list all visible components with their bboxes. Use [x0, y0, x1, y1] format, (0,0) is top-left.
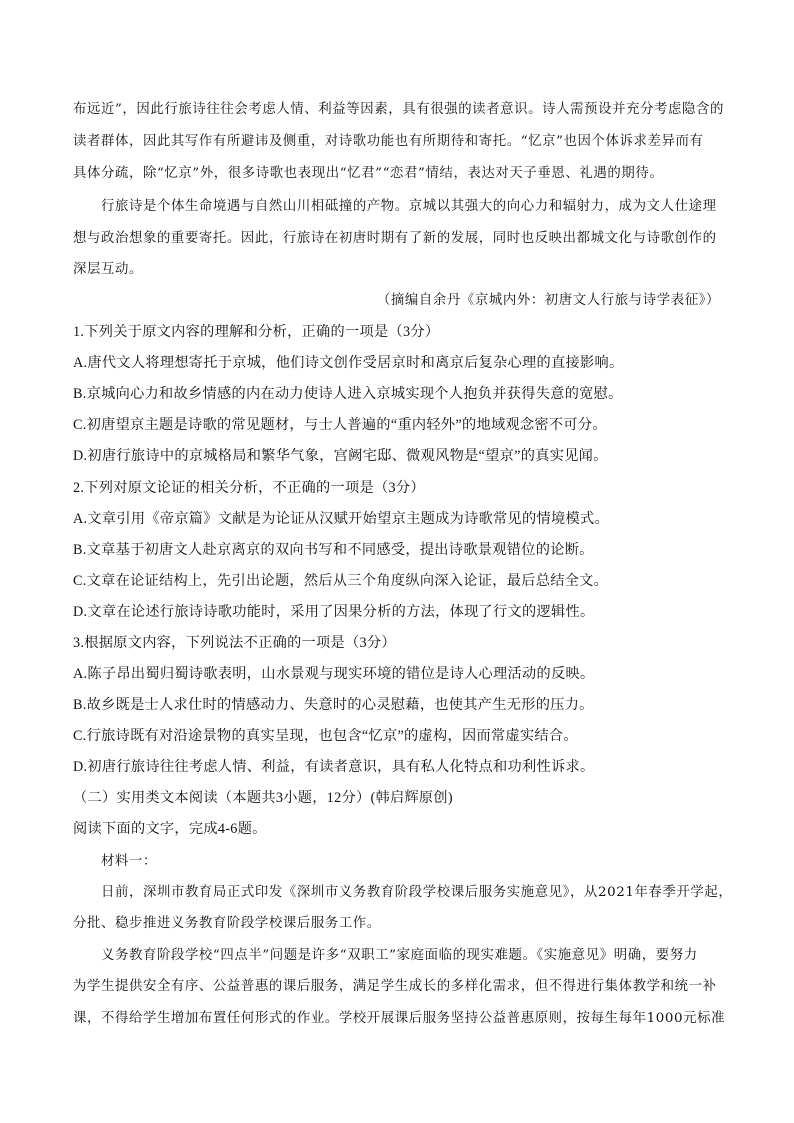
answer-option: B.京城向心力和故乡情感的内在动力使诗人进入京城实现个人抱负并获得失意的宽慰。	[73, 386, 623, 402]
passage-line: 具体分疏，除“忆京”外，很多诗歌也表现出“忆君”“恋君”情结，表达对天子垂恩、礼遇的期待。	[73, 166, 664, 181]
source-citation: （摘编自余丹《京城内外：初唐文人行旅与诗学表征》）	[376, 293, 720, 308]
answer-option: C.文章在论证结构上，先引出论题，然后从三个角度纵向深入论证，最后总结全文。	[73, 573, 609, 589]
material-label: 材料一：	[101, 854, 157, 869]
section-instruction: 阅读下面的文字，完成4-6题。	[73, 821, 267, 837]
material-line: 分批、稳步推进义务教育阶段学校课后服务工作。	[73, 916, 381, 931]
answer-option: D.初唐行旅诗往往考虑人情、利益，有读者意识，具有私人化特点和功利性诉求。	[73, 759, 595, 775]
answer-option: B.文章基于初唐文人赴京离京的双向书写和不同感受，提出诗歌景观错位的论断。	[73, 542, 594, 558]
passage-line: 深层互动。	[73, 262, 143, 277]
material-line: 义务教育阶段学校“四点半”问题是许多“双职工”家庭面临的现实难题。《实施意见》明确，要努力	[101, 948, 698, 963]
answer-option: A.文章引用《帝京篇》文献是为论证从汉赋开始望京主题成为诗歌常见的情境模式。	[73, 511, 609, 527]
answer-option: C.行旅诗既有对沿途景物的真实呈现，也包含“忆京”的虚构，因而常虚实结合。	[73, 728, 578, 744]
material-line: 日前，深圳市教育局正式印发《深圳市义务教育阶段学校课后服务实施意见》，从2021年春季开学起，	[101, 885, 733, 900]
question-stem: 3.根据原文内容，下列说法不正确的一项是（3分）	[73, 635, 396, 651]
material-line: 为学生提供安全有序、公益普惠的课后服务，满足学生成长的多样化需求，但不得进行集体教学和统一补	[73, 979, 717, 994]
passage-line: 想与政治想象的重要寄托。因此，行旅诗在初唐时期有了新的发展，同时也反映出都城文化与诗歌创作的	[73, 231, 717, 246]
answer-option: A.陈子昂出蜀归蜀诗歌表明，山水景观与现实环境的错位是诗人心理活动的反映。	[73, 666, 595, 682]
passage-line: 布远近”，因此行旅诗往往会考虑人情、利益等因素，具有很强的读者意识。诗人需预设并充分考虑隐含的	[73, 102, 725, 117]
section-heading: （二）实用类文本阅读（本题共3小题，12分）(韩启辉原创)	[73, 790, 453, 806]
answer-option: A.唐代文人将理想寄托于京城，他们诗文创作受居京时和离京后复杂心理的直接影响。	[73, 355, 624, 371]
passage-line: 行旅诗是个体生命境遇与自然山川相砥撞的产物。京城以其强大的向心力和辐射力，成为文人仕途理	[101, 199, 717, 214]
answer-option: C.初唐望京主题是诗歌的常见题材，与士人普遍的“重内轻外”的地域观念密不可分。	[73, 417, 607, 433]
passage-line: 读者群体，因此其写作有所避讳及侧重，对诗歌功能也有所期待和寄托。“忆京”也因个体诉求差异而有	[73, 134, 704, 149]
material-line: 课，不得给学生增加布置任何形式的作业。学校开展课后服务坚持公益普惠原则，按每生每年1000元标准	[73, 1011, 726, 1026]
answer-option: D.文章在论述行旅诗诗歌功能时，采用了因果分析的方法，体现了行文的逻辑性。	[73, 604, 595, 620]
answer-option: B.故乡既是士人求仕时的情感动力、失意时的心灵慰藉，也使其产生无形的压力。	[73, 697, 594, 713]
question-stem: 1.下列关于原文内容的理解和分析，正确的一项是（3分）	[73, 324, 440, 340]
answer-option: D.初唐行旅诗中的京城格局和繁华气象，宫阙宅邸、微观风物是“望京”的真实见闻。	[73, 448, 608, 464]
question-stem: 2.下列对原文论证的相关分析，不正确的一项是（3分）	[73, 480, 425, 496]
